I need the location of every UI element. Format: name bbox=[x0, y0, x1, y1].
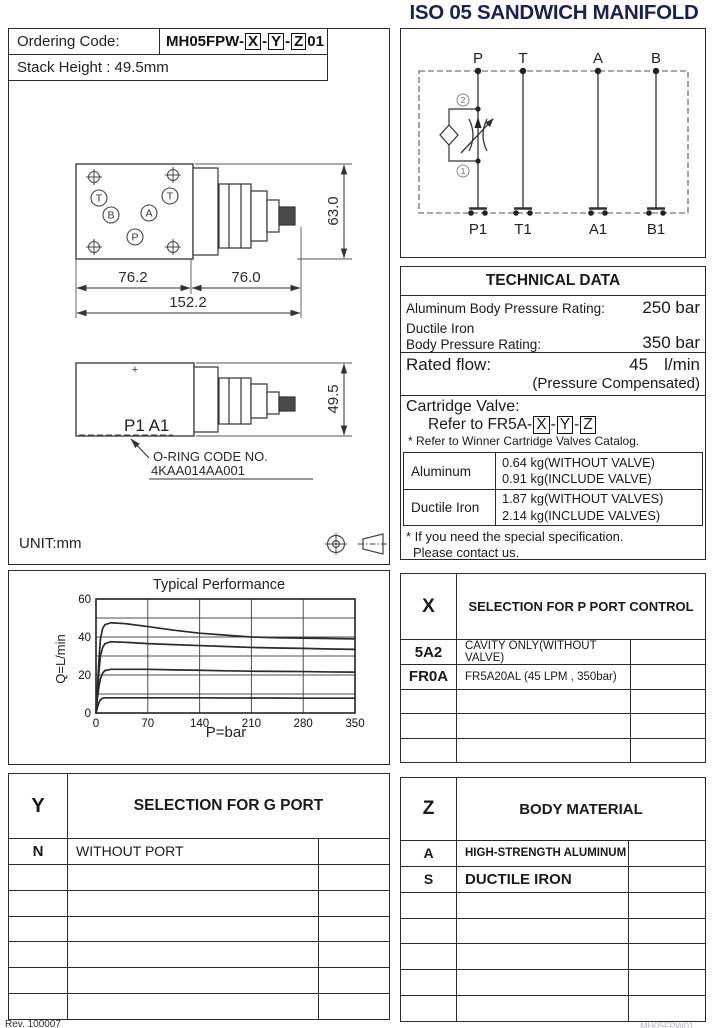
alu-pressure-value: 250 bar bbox=[642, 298, 700, 317]
option-extra-cell bbox=[319, 839, 389, 864]
code-z-box: Z bbox=[291, 33, 306, 51]
table-x-title: SELECTION FOR P PORT CONTROL bbox=[468, 599, 694, 614]
port-label-t: T bbox=[518, 50, 528, 67]
port-label-b: B bbox=[650, 50, 662, 67]
cartridge-x-box: X bbox=[533, 416, 549, 434]
hydraulic-schematic bbox=[401, 29, 703, 255]
chart-y-axis-label: Q=L/min bbox=[53, 634, 68, 684]
note-line-2: Please contact us. bbox=[413, 545, 520, 561]
stack-height-row bbox=[9, 55, 328, 81]
special-spec-note bbox=[401, 526, 705, 562]
doc-number-footer: MH05FPW01 bbox=[640, 1021, 695, 1028]
svg-text:40: 40 bbox=[78, 632, 91, 644]
plus-mark: + bbox=[131, 364, 139, 376]
svg-text:20: 20 bbox=[78, 670, 91, 682]
oring-code: 4KAA014AA001 bbox=[151, 463, 245, 478]
ordering-code-label: Ordering Code: bbox=[9, 29, 160, 54]
weight-line-1: 0.64 kg(WITHOUT VALVE) bbox=[502, 454, 655, 470]
table-z-code: Z bbox=[401, 778, 457, 840]
cartridge-valve-label: Cartridge Valve: bbox=[406, 398, 520, 415]
option-desc: WITHOUT PORT bbox=[68, 839, 319, 864]
iron-pressure-value: 350 bar bbox=[642, 333, 700, 353]
code-sep2: - bbox=[285, 33, 291, 50]
table-row bbox=[401, 640, 705, 665]
selection-table-z bbox=[400, 777, 706, 1022]
cartridge-prefix: Refer to FR5A- bbox=[428, 416, 533, 433]
port-label-p1: P1 bbox=[468, 221, 488, 238]
port-label-a1: A1 bbox=[588, 221, 608, 238]
dim-762-text: 76.2 bbox=[118, 269, 148, 286]
table-row-empty bbox=[401, 690, 705, 715]
svg-text:350: 350 bbox=[345, 718, 365, 730]
port-label-b1: B1 bbox=[646, 221, 666, 238]
rated-flow-section bbox=[401, 353, 705, 396]
cartridge-valve-code bbox=[406, 416, 700, 434]
table-z-header-row bbox=[401, 778, 705, 841]
port-a: A bbox=[145, 207, 153, 220]
front-view-drawing bbox=[61, 351, 361, 501]
svg-text:0: 0 bbox=[92, 718, 100, 730]
technical-data-header: TECHNICAL DATA bbox=[401, 267, 705, 296]
stack-height-label: Stack Height : 49.5mm bbox=[17, 59, 169, 76]
chart-title: Typical Performance bbox=[152, 577, 286, 593]
svg-text:280: 280 bbox=[293, 718, 313, 730]
cartridge-sep2: - bbox=[574, 416, 580, 433]
projection-symbol-icon bbox=[323, 530, 389, 558]
restrictor-arc-right bbox=[483, 119, 487, 151]
table-row-empty bbox=[401, 893, 705, 919]
option-extra-cell bbox=[629, 867, 705, 892]
svg-text:210: 210 bbox=[241, 718, 261, 730]
port-label-t1: T1 bbox=[514, 221, 532, 238]
option-code: N bbox=[9, 839, 68, 864]
selection-table-x bbox=[400, 573, 706, 763]
dim-63-text: 63.0 bbox=[325, 196, 342, 226]
option-desc: FR5A20AL (45 LPM , 350bar) bbox=[457, 665, 631, 689]
node-1-marker: 1 bbox=[460, 166, 466, 176]
node-2-marker: 2 bbox=[460, 95, 466, 105]
rated-flow-note: (Pressure Compensated) bbox=[532, 375, 700, 392]
weight-material: Ductile Iron bbox=[404, 490, 496, 525]
table-row-empty bbox=[9, 942, 389, 968]
top-view-drawing bbox=[61, 151, 361, 326]
svg-text:0: 0 bbox=[84, 708, 91, 720]
port-t-right: T bbox=[166, 190, 174, 203]
technical-data-panel bbox=[400, 266, 706, 560]
manifold-envelope bbox=[419, 71, 688, 213]
cartridge-y-box: Y bbox=[557, 416, 573, 434]
performance-chart-panel bbox=[8, 570, 390, 765]
table-row-empty bbox=[9, 968, 389, 994]
code-x-box: X bbox=[245, 33, 261, 51]
option-desc: CAVITY ONLY(WITHOUT VALVE) bbox=[457, 640, 631, 664]
flow-lines bbox=[478, 71, 656, 208]
port-t-left: T bbox=[95, 192, 103, 205]
chart-x-axis-label: P=bar bbox=[205, 724, 247, 741]
table-z-title: BODY MATERIAL bbox=[519, 800, 643, 818]
table-row-empty bbox=[9, 865, 389, 891]
port-p: P bbox=[131, 231, 139, 244]
table-row bbox=[401, 841, 705, 867]
weight-row-ductile-iron bbox=[404, 489, 702, 525]
option-code: S bbox=[401, 867, 457, 892]
option-extra-cell bbox=[629, 841, 705, 866]
port-label-p: P bbox=[472, 50, 484, 67]
alu-pressure-label: Aluminum Body Pressure Rating: bbox=[406, 301, 605, 316]
option-code: A bbox=[401, 841, 457, 866]
unit-note: UNIT:mm bbox=[19, 535, 82, 552]
front-port-label: P1 A1 bbox=[124, 416, 170, 435]
cartridge-valve-side bbox=[193, 168, 295, 255]
weight-material: Aluminum bbox=[404, 453, 496, 489]
rated-flow-unit: l/min bbox=[664, 355, 700, 374]
oring-leader-arrow bbox=[131, 439, 149, 458]
table-row-empty bbox=[9, 891, 389, 917]
dim-1522-text: 152.2 bbox=[169, 294, 207, 311]
code-sep1: - bbox=[262, 33, 268, 50]
option-extra-cell bbox=[631, 640, 705, 664]
schematic-panel bbox=[400, 28, 706, 258]
ordering-code-value bbox=[160, 33, 327, 51]
weight-line-2: 0.91 kg(INCLUDE VALVE) bbox=[502, 471, 652, 486]
selection-table-y bbox=[8, 773, 390, 1020]
drawing-panel bbox=[8, 28, 390, 565]
option-code: 5A2 bbox=[401, 640, 457, 664]
table-row-empty bbox=[9, 994, 389, 1019]
option-desc: DUCTILE IRON bbox=[457, 867, 629, 892]
dim-495-text: 49.5 bbox=[325, 384, 342, 414]
svg-text:140: 140 bbox=[190, 718, 210, 730]
flow-arrow-up bbox=[474, 117, 481, 128]
table-x-header-row bbox=[401, 574, 705, 640]
cartridge-catalog-note: * Refer to Winner Cartridge Valves Catalog. bbox=[408, 434, 640, 449]
table-row-empty bbox=[401, 944, 705, 970]
svg-text:70: 70 bbox=[141, 718, 155, 730]
table-row-empty bbox=[9, 917, 389, 943]
table-y-header-row bbox=[9, 774, 389, 839]
oring-title: O-RING CODE NO. bbox=[153, 449, 268, 464]
dim-760-text: 76.0 bbox=[231, 269, 261, 286]
table-y-title: SELECTION FOR G PORT bbox=[133, 797, 324, 814]
iron-pressure-label-2: Body Pressure Rating: bbox=[406, 337, 542, 353]
weight-line-1: 1.87 kg(WITHOUT VALVES) bbox=[502, 491, 664, 507]
table-x-code: X bbox=[401, 574, 457, 639]
option-extra-cell bbox=[631, 665, 705, 689]
cartridge-sep1: - bbox=[550, 416, 556, 433]
table-row bbox=[401, 867, 705, 893]
table-row-empty bbox=[401, 996, 705, 1021]
weight-line-2: 2.14 kg(INCLUDE VALVES) bbox=[502, 507, 661, 523]
code-suffix: 01 bbox=[307, 33, 324, 50]
cartridge-valve-front bbox=[194, 367, 295, 432]
table-row-empty bbox=[401, 919, 705, 945]
page-title: ISO 05 SANDWICH MANIFOLD bbox=[409, 1, 699, 24]
svg-text:60: 60 bbox=[78, 594, 91, 606]
table-row-empty bbox=[401, 970, 705, 996]
code-prefix: MH05FPW- bbox=[166, 33, 245, 50]
weight-row-aluminum bbox=[404, 453, 702, 489]
bottom-pads bbox=[468, 209, 666, 216]
cartridge-valve-section bbox=[401, 396, 705, 452]
code-y-box: Y bbox=[268, 33, 284, 51]
port-label-a: A bbox=[592, 50, 604, 67]
rated-flow-value: 45 bbox=[629, 355, 649, 374]
table-y-code: Y bbox=[9, 774, 68, 838]
weight-table bbox=[403, 452, 703, 526]
restrictor-arc-left bbox=[469, 119, 473, 151]
table-row bbox=[401, 665, 705, 690]
pressure-rating-section bbox=[401, 296, 705, 353]
revision-footer: Rev. 100007 bbox=[5, 1019, 61, 1028]
check-valve-icon bbox=[440, 125, 458, 145]
flow-regulator-valve bbox=[440, 94, 493, 177]
table-row bbox=[9, 839, 389, 865]
option-code: FR0A bbox=[401, 665, 457, 689]
port-b: B bbox=[107, 209, 115, 222]
option-desc: HIGH-STRENGTH ALUMINUM bbox=[457, 841, 629, 866]
rated-flow-label: Rated flow: bbox=[406, 355, 492, 374]
ordering-code-row bbox=[9, 29, 328, 55]
table-row-empty bbox=[401, 739, 705, 763]
iron-pressure-label-1: Ductile Iron bbox=[406, 321, 475, 336]
table-row-empty bbox=[401, 714, 705, 739]
cartridge-z-box: Z bbox=[580, 416, 595, 434]
note-line-1: * If you need the special specification. bbox=[406, 529, 624, 544]
